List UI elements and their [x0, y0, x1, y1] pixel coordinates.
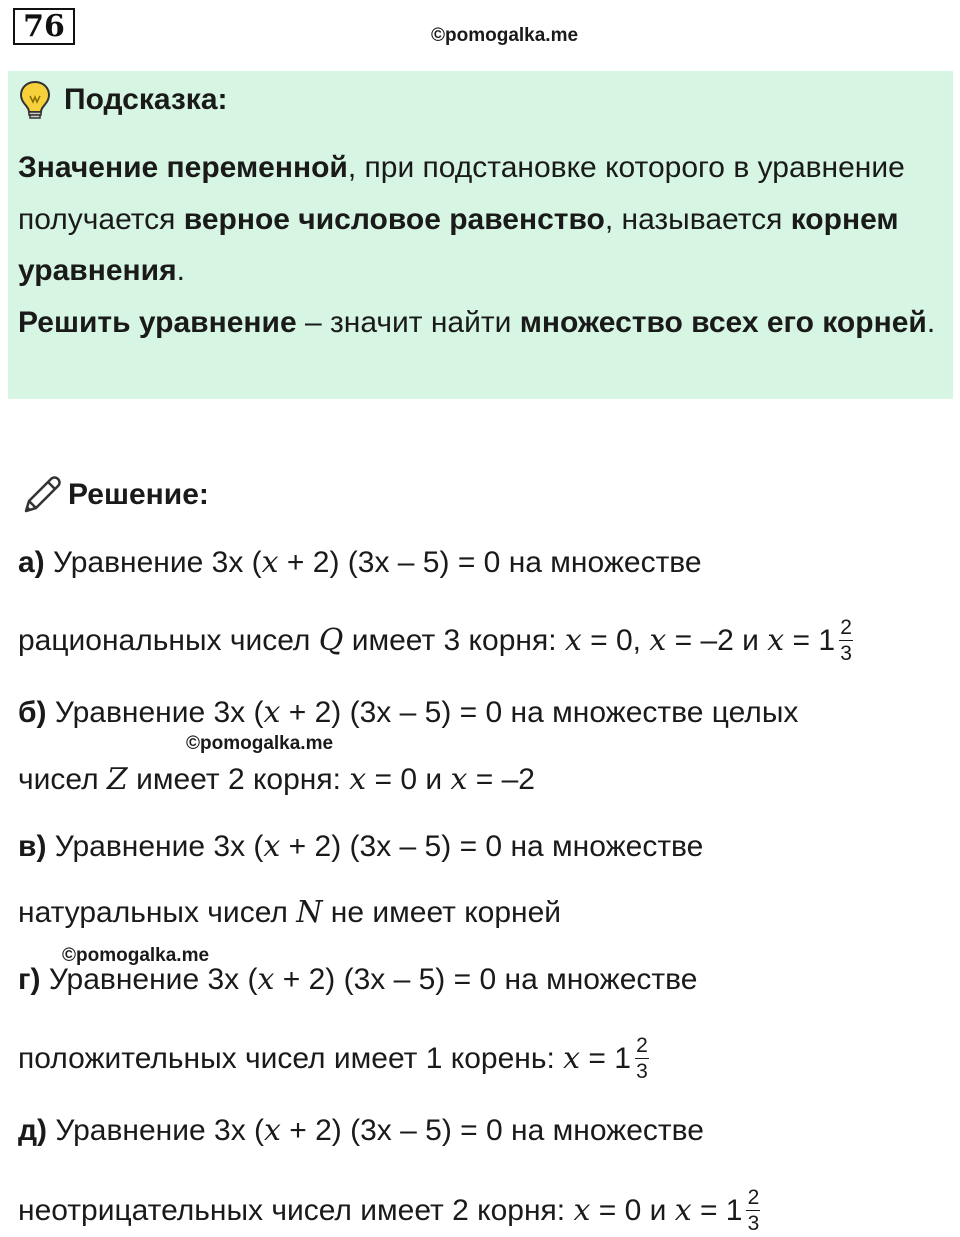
- solution-item-answer: натуральных чисел N не имеет корней: [18, 895, 562, 930]
- solution-item-2-line-1: [18, 693, 798, 733]
- fraction-bar: [746, 1210, 760, 1211]
- hint-title: Подсказка:: [64, 83, 228, 116]
- hint-term-root: корнем уравнения: [18, 202, 899, 287]
- lightbulb-icon: [18, 80, 52, 120]
- solution-header: [20, 472, 209, 518]
- solution-item-5-line-2: [18, 1188, 760, 1237]
- solution-item-equation: Уравнение 3x (x + 2) (3x – 5) = 0 на множестве: [55, 1113, 704, 1148]
- solution-item-2-line-2: [18, 760, 535, 800]
- fraction: [635, 1034, 649, 1083]
- hint-text: [18, 142, 938, 348]
- solution-item-label: г): [18, 963, 41, 996]
- fraction: [746, 1186, 760, 1235]
- fraction-denominator: 3: [747, 1212, 760, 1235]
- fraction-numerator: 2: [747, 1186, 760, 1209]
- solution-item-5-line-1: [18, 1111, 704, 1151]
- watermark-lower: ©pomogalka.me: [62, 945, 210, 966]
- solution-item-equation: Уравнение 3x (x + 2) (3x – 5) = 0 на множестве целых: [54, 695, 799, 730]
- fraction-bar: [839, 640, 853, 641]
- hint-text-part: .: [926, 305, 936, 339]
- solution-item-label: а): [18, 546, 45, 579]
- solution-item-answer: положительных чисел имеет 1 корень: x = 1: [18, 1041, 631, 1077]
- solution-item-answer: чисел Z имеет 2 корня: x = 0 и x = –2: [18, 762, 535, 797]
- hint-box: [8, 71, 953, 399]
- hint-term-variable-value: Значение переменной: [18, 151, 348, 184]
- solution-item-label: б): [18, 696, 47, 729]
- hint-header: [18, 77, 228, 123]
- fraction-numerator: 2: [636, 1034, 648, 1057]
- solution-item-1-line-1: [18, 543, 702, 583]
- task-number: 76: [13, 8, 75, 45]
- solution-item-1-line-2: [18, 618, 853, 667]
- fraction-numerator: 2: [840, 616, 852, 639]
- solution-item-equation: Уравнение 3x (x + 2) (3x – 5) = 0 на множестве: [48, 962, 698, 997]
- fraction-denominator: 3: [840, 642, 852, 665]
- hint-term-all-roots: множество всех его корней: [519, 305, 927, 339]
- solution-item-3-line-2: [18, 893, 561, 933]
- fraction-denominator: 3: [636, 1060, 648, 1083]
- fraction: [839, 616, 853, 665]
- hint-term-solve: Решить уравнение: [18, 305, 297, 339]
- solution-item-answer: рациональных чисел Q имеет 3 корня: x = 0, x = –2 и x = 1: [18, 623, 836, 659]
- hint-text-part: , называется: [604, 202, 791, 236]
- solution-item-label: д): [18, 1114, 48, 1147]
- pencil-icon: [20, 473, 64, 517]
- solution-item-label: в): [18, 830, 47, 863]
- solution-item-equation: Уравнение 3x (x + 2) (3x – 5) = 0 на множестве: [53, 545, 702, 580]
- watermark-middle: ©pomogalka.me: [186, 733, 334, 754]
- hint-text-part: – значит найти: [296, 305, 520, 339]
- solution-item-equation: Уравнение 3x (x + 2) (3x – 5) = 0 на множестве: [54, 829, 704, 864]
- solution-item-4-line-2: [18, 1036, 649, 1085]
- hint-text-part: .: [176, 254, 185, 287]
- hint-term-true-equality: верное числовое равенство: [183, 202, 605, 236]
- watermark-top: ©pomogalka.me: [431, 25, 579, 46]
- fraction-bar: [635, 1058, 649, 1059]
- solution-item-answer: неотрицательных чисел имеет 2 корня: x = 0 и x = 1: [18, 1193, 743, 1229]
- solution-item-3-line-1: [18, 827, 703, 867]
- solution-title: Решение:: [68, 478, 209, 511]
- hint-text-part: , при подстановке которого в уравнение получается: [18, 151, 905, 236]
